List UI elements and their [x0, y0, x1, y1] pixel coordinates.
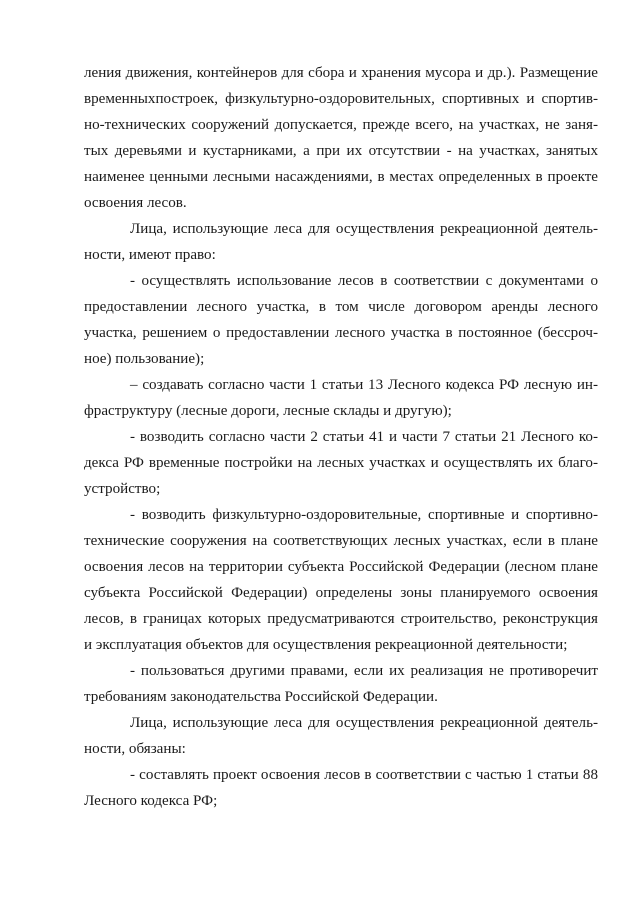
- paragraph-right-5: [84, 658, 598, 710]
- text-line: но-технических сооружений допускается, прежде всего, на участках, не заня-: [84, 117, 598, 133]
- paragraph-rights-intro: [84, 216, 598, 268]
- text-line: декса РФ временные постройки на лесных участках и осуществлять их благо-: [84, 455, 598, 471]
- text-line: - возводить физкультурно-оздоровительные, спортивные и спортивно-: [130, 507, 598, 523]
- paragraph-right-4: [84, 502, 598, 658]
- text-line: ности, имеют право:: [84, 247, 216, 263]
- text-line: – создавать согласно части 1 статьи 13 Лесного кодекса РФ лесную ин-: [130, 377, 598, 393]
- text-line: субъекта Российской Федерации) определены зоны планируемого освоения: [84, 585, 598, 601]
- text-line: освоения лесов.: [84, 195, 187, 211]
- text-line: - осуществлять использование лесов в соответствии с документами о: [130, 273, 598, 289]
- paragraph-right-3: [84, 424, 598, 502]
- text-line: устройство;: [84, 481, 161, 497]
- text-line: технические сооружения на соответствующих лесных участках, если в плане: [84, 533, 598, 549]
- text-line: предоставлении лесного участка, в том числе договором аренды лесного: [84, 299, 598, 315]
- text-line: - возводить согласно части 2 статьи 41 и части 7 статьи 21 Лесного ко-: [130, 429, 598, 445]
- paragraph-duty-1: [84, 762, 598, 814]
- text-line: тых деревьями и кустарниками, а при их отсутствии - на участках, занятых: [84, 143, 598, 159]
- text-line: освоения лесов на территории субъекта Российской Федерации (лесном плане: [84, 559, 598, 575]
- text-line: фраструктуру (лесные дороги, лесные склады и другую);: [84, 403, 452, 419]
- text-line: наименее ценными лесными насаждениями, в местах определенных в проекте: [84, 169, 598, 185]
- text-line: участка, решением о предоставлении лесного участка в постоянное (бессроч-: [84, 325, 598, 341]
- text-line: Лица, использующие леса для осуществления рекреационной деятель-: [130, 221, 598, 237]
- text-line: временныхпостроек, физкультурно-оздоровительных, спортивных и спортив-: [84, 91, 598, 107]
- paragraph-duties-intro: [84, 710, 598, 762]
- text-line: - составлять проект освоения лесов в соответствии с частью 1 статьи 88: [130, 767, 598, 783]
- text-line: лесов, в границах которых предусматриваются строительство, реконструкция: [84, 611, 598, 627]
- document-body: [84, 60, 598, 814]
- text-line: ное) пользование);: [84, 351, 205, 367]
- text-line: Лесного кодекса РФ;: [84, 793, 218, 809]
- paragraph-right-1: [84, 268, 598, 372]
- paragraph-continuation: [84, 60, 598, 216]
- text-line: и эксплуатация объектов для осуществления рекреационной деятельности;: [84, 637, 568, 653]
- text-line: Лица, использующие леса для осуществления рекреационной деятель-: [130, 715, 598, 731]
- text-line: ности, обязаны:: [84, 741, 186, 757]
- text-line: требованиям законодательства Российской Федерации.: [84, 689, 438, 705]
- text-line: - пользоваться другими правами, если их реализация не противоречит: [130, 663, 598, 679]
- paragraph-right-2: [84, 372, 598, 424]
- text-line: ления движения, контейнеров для сбора и хранения мусора и др.). Размещение: [84, 65, 598, 81]
